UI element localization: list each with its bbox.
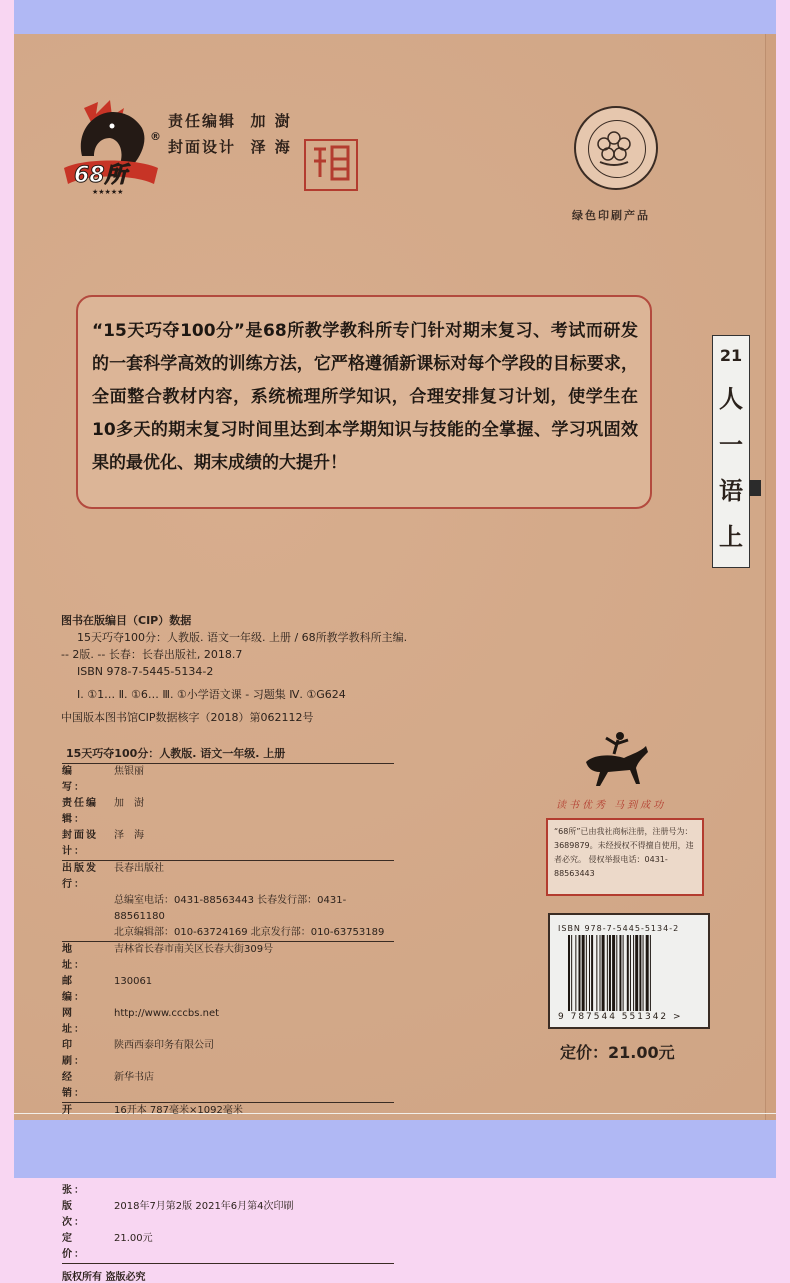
colophon-row xyxy=(62,942,394,974)
design-label: 封面设计 xyxy=(168,138,237,156)
colophon-row xyxy=(62,1038,394,1070)
colophon xyxy=(62,745,394,1283)
editor-label: 责任编辑 xyxy=(168,112,237,130)
colophon-label: 邮 编： xyxy=(62,976,98,1003)
editor-name: 加 澍 xyxy=(250,112,292,130)
spine-char: 上 xyxy=(719,523,743,551)
bottom-background-band xyxy=(14,1120,776,1178)
design-name: 泽 海 xyxy=(250,138,292,156)
copyright-notice: 版权所有 盗版必究 xyxy=(62,1272,146,1283)
colophon-row xyxy=(62,1231,394,1264)
colophon-value: http://www.cccbs.net xyxy=(114,1008,220,1019)
spine-tab xyxy=(712,335,750,568)
colophon-value: 2018年7月第2版 2021年6月第4次印刷 xyxy=(114,1201,294,1212)
colophon-value: 21.00元 xyxy=(114,1233,153,1244)
cip-data-block xyxy=(61,612,407,726)
colophon-label: 责任编辑： xyxy=(62,798,98,825)
horse-rider-icon xyxy=(578,728,652,790)
cip-line: -- 2版. -- 长春：长春出版社, 2018.7 xyxy=(61,648,243,661)
colophon-row xyxy=(62,974,394,1006)
trademark-text: “68所”已由我社商标注册，注册号为：3689879。未经授权不得擅自使用，违者必究。 侵权举报电话：0431-88563443 xyxy=(554,827,694,878)
trademark-notice xyxy=(546,818,704,896)
isbn-text: ISBN 978-7-5445-5134-2 xyxy=(558,924,680,933)
cip-title: 图书在版编目（CIP）数据 xyxy=(61,614,192,627)
spine-number: 21 xyxy=(719,346,743,365)
barcode-bars-icon xyxy=(566,935,696,1011)
colophon-value: 長春出版社 xyxy=(114,863,164,874)
credit-design xyxy=(168,134,292,160)
isbn-barcode xyxy=(548,913,710,1029)
cover-edge xyxy=(765,34,776,1120)
colophon-label: 定 价： xyxy=(62,1233,98,1260)
colophon-label: 经 销： xyxy=(62,1072,98,1099)
publisher-seal-stamp xyxy=(304,139,358,191)
horse-slogan: 读书优秀 马到成功 xyxy=(556,800,667,811)
series-intro-box xyxy=(76,295,652,509)
credit-editor xyxy=(168,108,292,134)
colophon-label: 地 址： xyxy=(62,944,98,971)
svg-text:★★★★★: ★★★★★ xyxy=(92,188,124,196)
colophon-row xyxy=(62,796,394,828)
china-environmental-labelling-icon xyxy=(574,106,658,190)
colophon-title: 15天巧夺100分：人教版. 语文一年级. 上册 xyxy=(62,745,394,764)
cip-line: ISBN 978-7-5445-5134-2 xyxy=(77,665,214,678)
colophon-label: 出版发行： xyxy=(62,863,98,890)
registered-mark: ® xyxy=(150,130,161,143)
colophon-value: 焦银丽 xyxy=(114,766,144,777)
colophon-label: 版 次： xyxy=(62,1201,98,1228)
colophon-row xyxy=(62,1070,394,1103)
colophon-value: 总编室电话：0431-88563443 长春发行部：0431-88561180 xyxy=(114,895,347,922)
spine-chars xyxy=(713,376,749,560)
colophon-row xyxy=(62,764,394,796)
spine-char: 一 xyxy=(719,431,743,459)
colophon-value: 加 澍 xyxy=(114,798,144,809)
colophon-row xyxy=(62,828,394,861)
colophon-label: 开 xyxy=(62,1105,74,1116)
colophon-label xyxy=(62,925,114,941)
colophon-rows xyxy=(62,764,394,1264)
svg-text:68所: 68所 xyxy=(74,163,127,188)
spine-char: 人 xyxy=(719,385,743,413)
colophon-label: 封面设计： xyxy=(62,830,98,857)
colophon-label: 印 刷： xyxy=(62,1040,98,1067)
colophon-label: 网 址： xyxy=(62,1008,98,1035)
series-intro-text: “15天巧夺100分”是68所教学教科所专门针对期末复习、考试而研发的一套科学高效的训练方法，它严格遵循新课标对每个学段的目标要求，全面整合教材内容，系统梳理所学知识，合理安排复习计划，使学生在10多天的期末复习时间里达到本学期知识与技能的全掌握、学习巩固效果的最优化、期末成绩的大提升！ xyxy=(92,321,638,473)
colophon-row xyxy=(62,925,394,942)
colophon-value: 北京编辑部：010-63724169 北京发行部：010-63753189 xyxy=(114,927,385,938)
barcode-digits: 9 787544 551342 > xyxy=(558,1012,683,1022)
colophon-row xyxy=(62,893,394,925)
spine-tab-marker xyxy=(749,480,761,496)
colophon-value: 泽 海 xyxy=(114,830,144,841)
colophon-value: 16开本 787毫米×1092毫米 xyxy=(114,1105,243,1116)
green-printing-label: 绿色印刷产品 xyxy=(572,209,650,222)
colophon-row xyxy=(62,1006,394,1038)
colophon-value: 陕西西泰印务有限公司 xyxy=(114,1040,214,1051)
colophon-row xyxy=(62,1199,394,1231)
68suo-horse-logo-icon xyxy=(54,94,166,202)
cip-line: Ⅰ. ①1… Ⅱ. ①6… Ⅲ. ①小学语文课 - 习题集 Ⅳ. ①G624 xyxy=(77,688,346,701)
cip-line: 15天巧夺100分：人教版. 语文一年级. 上册 / 68所教学教科所主编. xyxy=(77,631,408,644)
colophon-label xyxy=(62,893,114,925)
credits-block xyxy=(168,108,292,160)
top-background-band xyxy=(14,0,776,34)
colophon-value: 吉林省长春市南关区长春大街309号 xyxy=(114,944,274,955)
cip-line: 中国版本图书馆CIP数据核字（2018）第062112号 xyxy=(61,711,314,724)
colophon-label: 编 写： xyxy=(62,766,98,793)
colophon-row xyxy=(62,861,394,893)
colophon-value: 130061 xyxy=(114,976,153,987)
price: 定价：21.00元 xyxy=(560,1043,675,1062)
spine-char: 语 xyxy=(719,477,743,505)
colophon-label: 张： xyxy=(62,1185,86,1196)
colophon-value: 新华书店 xyxy=(114,1072,154,1083)
